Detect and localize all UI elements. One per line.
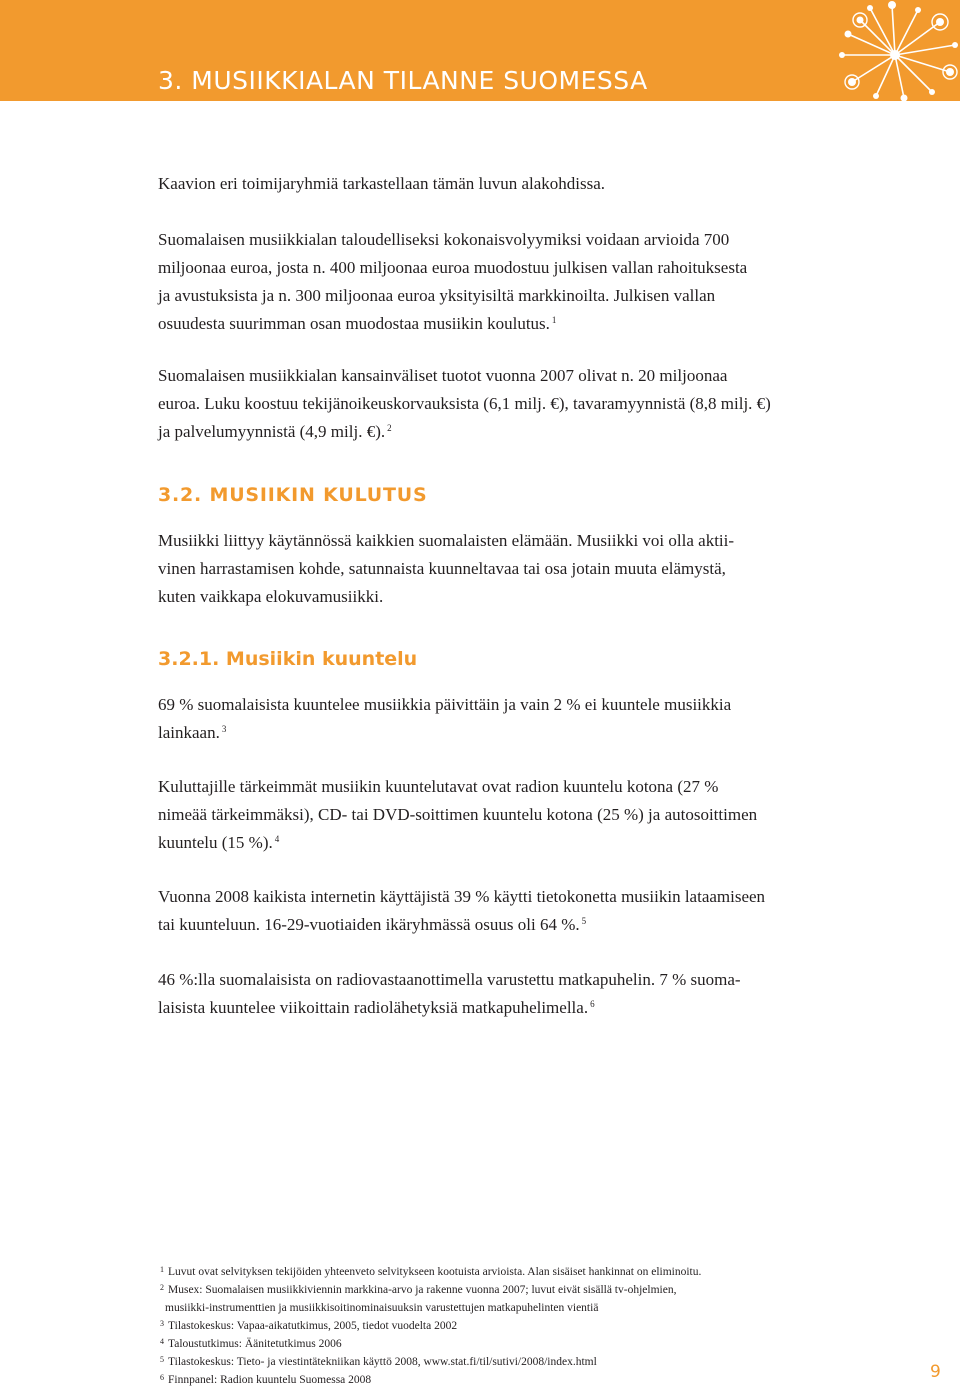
consumption-paragraph: Musiikki liittyy käytännössä kaikkien suomalaisten elämään. Musiikki voi olla aktii- vinen harrastamisen kohde, satunnaista kuunneltavaa tai osa jotain muuta elämystä, kuten vaikkapa elokuvamusiikki. [158, 531, 735, 606]
international-revenue-paragraph: Suomalaisen musiikkialan kansainväliset tuotot vuonna 2007 olivat n. 20 miljoonaa euroa. Luku koostuu tekijänoikeuskorvauksista (6,1 milj. €), tavaramyynnistä (8,8 milj. €) ja palvelumyynnistä (4,9 milj. €). $^2$ [158, 366, 771, 441]
footnote-ref: 5 [581, 916, 587, 926]
economy-paragraph: Suomalaisen musiikkialan taloudelliseksi kokonaisvolyymiksi voidaan arvioida 700 miljoonaa euroa, josta n. 400 miljoonaa euroa muodostuu julkisen vallan rahoituksesta ja avustuksista ja n. 300 miljoonaa euroa yksityisiltä markkinoilta. Julkisen vallan osuudesta suurimman osan muodostaa musiikin koulutus. $^1$ [158, 230, 748, 333]
page-number: 9 [930, 1362, 941, 1382]
listening-paragraph-4: 46 %:lla suomalaisista on radiovastaanottimella varustettu matkapuhelin. 7 % suoma- laisista kuuntelee viikoittain radiolähetyksiä matkapuhelimella. $^6$ [158, 970, 741, 1017]
footnote-ref: 4 [274, 834, 280, 844]
footnote-item-continued: musiikki-instrumenttien ja musiikkisoitinominaisuuksin varustettujen matkapuhelinten vientiä [165, 1302, 599, 1314]
listening-paragraph-1: 69 % suomalaisista kuuntelee musiikkia päivittäin ja vain 2 % ei kuuntele musiikkia lainkaan. $^3$ [158, 695, 732, 742]
footnote-item: $^3$ Tilastokeskus: Vapaa-aikatutkimus, 2005, tiedot vuodelta 2002 [160, 1319, 458, 1332]
dandelion-burst-logo-icon [800, 0, 960, 101]
footnote-ref: 6 [590, 999, 595, 1009]
footnotes [160, 1263, 800, 1389]
footnote-item: $^4$ Taloustutkimus: Äänitetutkimus 2006 [160, 1337, 342, 1350]
footnote-item: $^6$ Finnpanel: Radion kuuntelu Suomessa 2008 [160, 1373, 372, 1386]
listening-paragraph-3: Vuonna 2008 kaikista internetin käyttäjistä 39 % käytti tietokonetta musiikin lataamiseen tai kuunteluun. 16-29-vuotiaiden ikäryhmässä osuus oli 64 %. $^5$ [158, 887, 766, 934]
section-heading-3-2-1: 3.2.1. Musiikin kuuntelu [158, 648, 418, 670]
footnote-item: $^5$ Tilastokeskus: Tieto- ja viestintätekniikan käyttö 2008, www.stat.fi/til/sutivi/2008/index.html [160, 1355, 597, 1368]
section-heading-3-2: 3.2. MUSIIKIN KULUTUS [158, 484, 428, 506]
footnote-item: $^1$ Luvut ovat selvityksen tekijöiden yhteenveto selvitykseen kootuista arvioista. Alan sisäiset hankinnat on eliminoitu. [160, 1265, 702, 1278]
footnote-ref: 3 [221, 724, 227, 734]
listening-paragraph-2: Kuluttajille tärkeimmät musiikin kuuntelutavat ovat radion kuuntelu kotona (27 % nimeää tärkeimmäksi), CD- tai DVD-soittimen kuuntelu kotona (25 %) ja autosoittimen kuuntelu (15 %). $^4$ [158, 777, 758, 852]
page-title: 3. MUSIIKKIALAN TILANNE SUOMESSA [158, 66, 648, 95]
footnote-item: $^2$ Musex: Suomalaisen musiikkiviennin markkina-arvo ja rakenne vuonna 2007; luvut eivät sisällä tv-ohjelmien, [160, 1283, 677, 1296]
footnote-ref: 1 [551, 315, 557, 325]
intro-paragraph: Kaavion eri toimijaryhmiä tarkastellaan tämän luvun alakohdissa. [158, 174, 606, 193]
footnote-ref: 2 [387, 423, 392, 433]
